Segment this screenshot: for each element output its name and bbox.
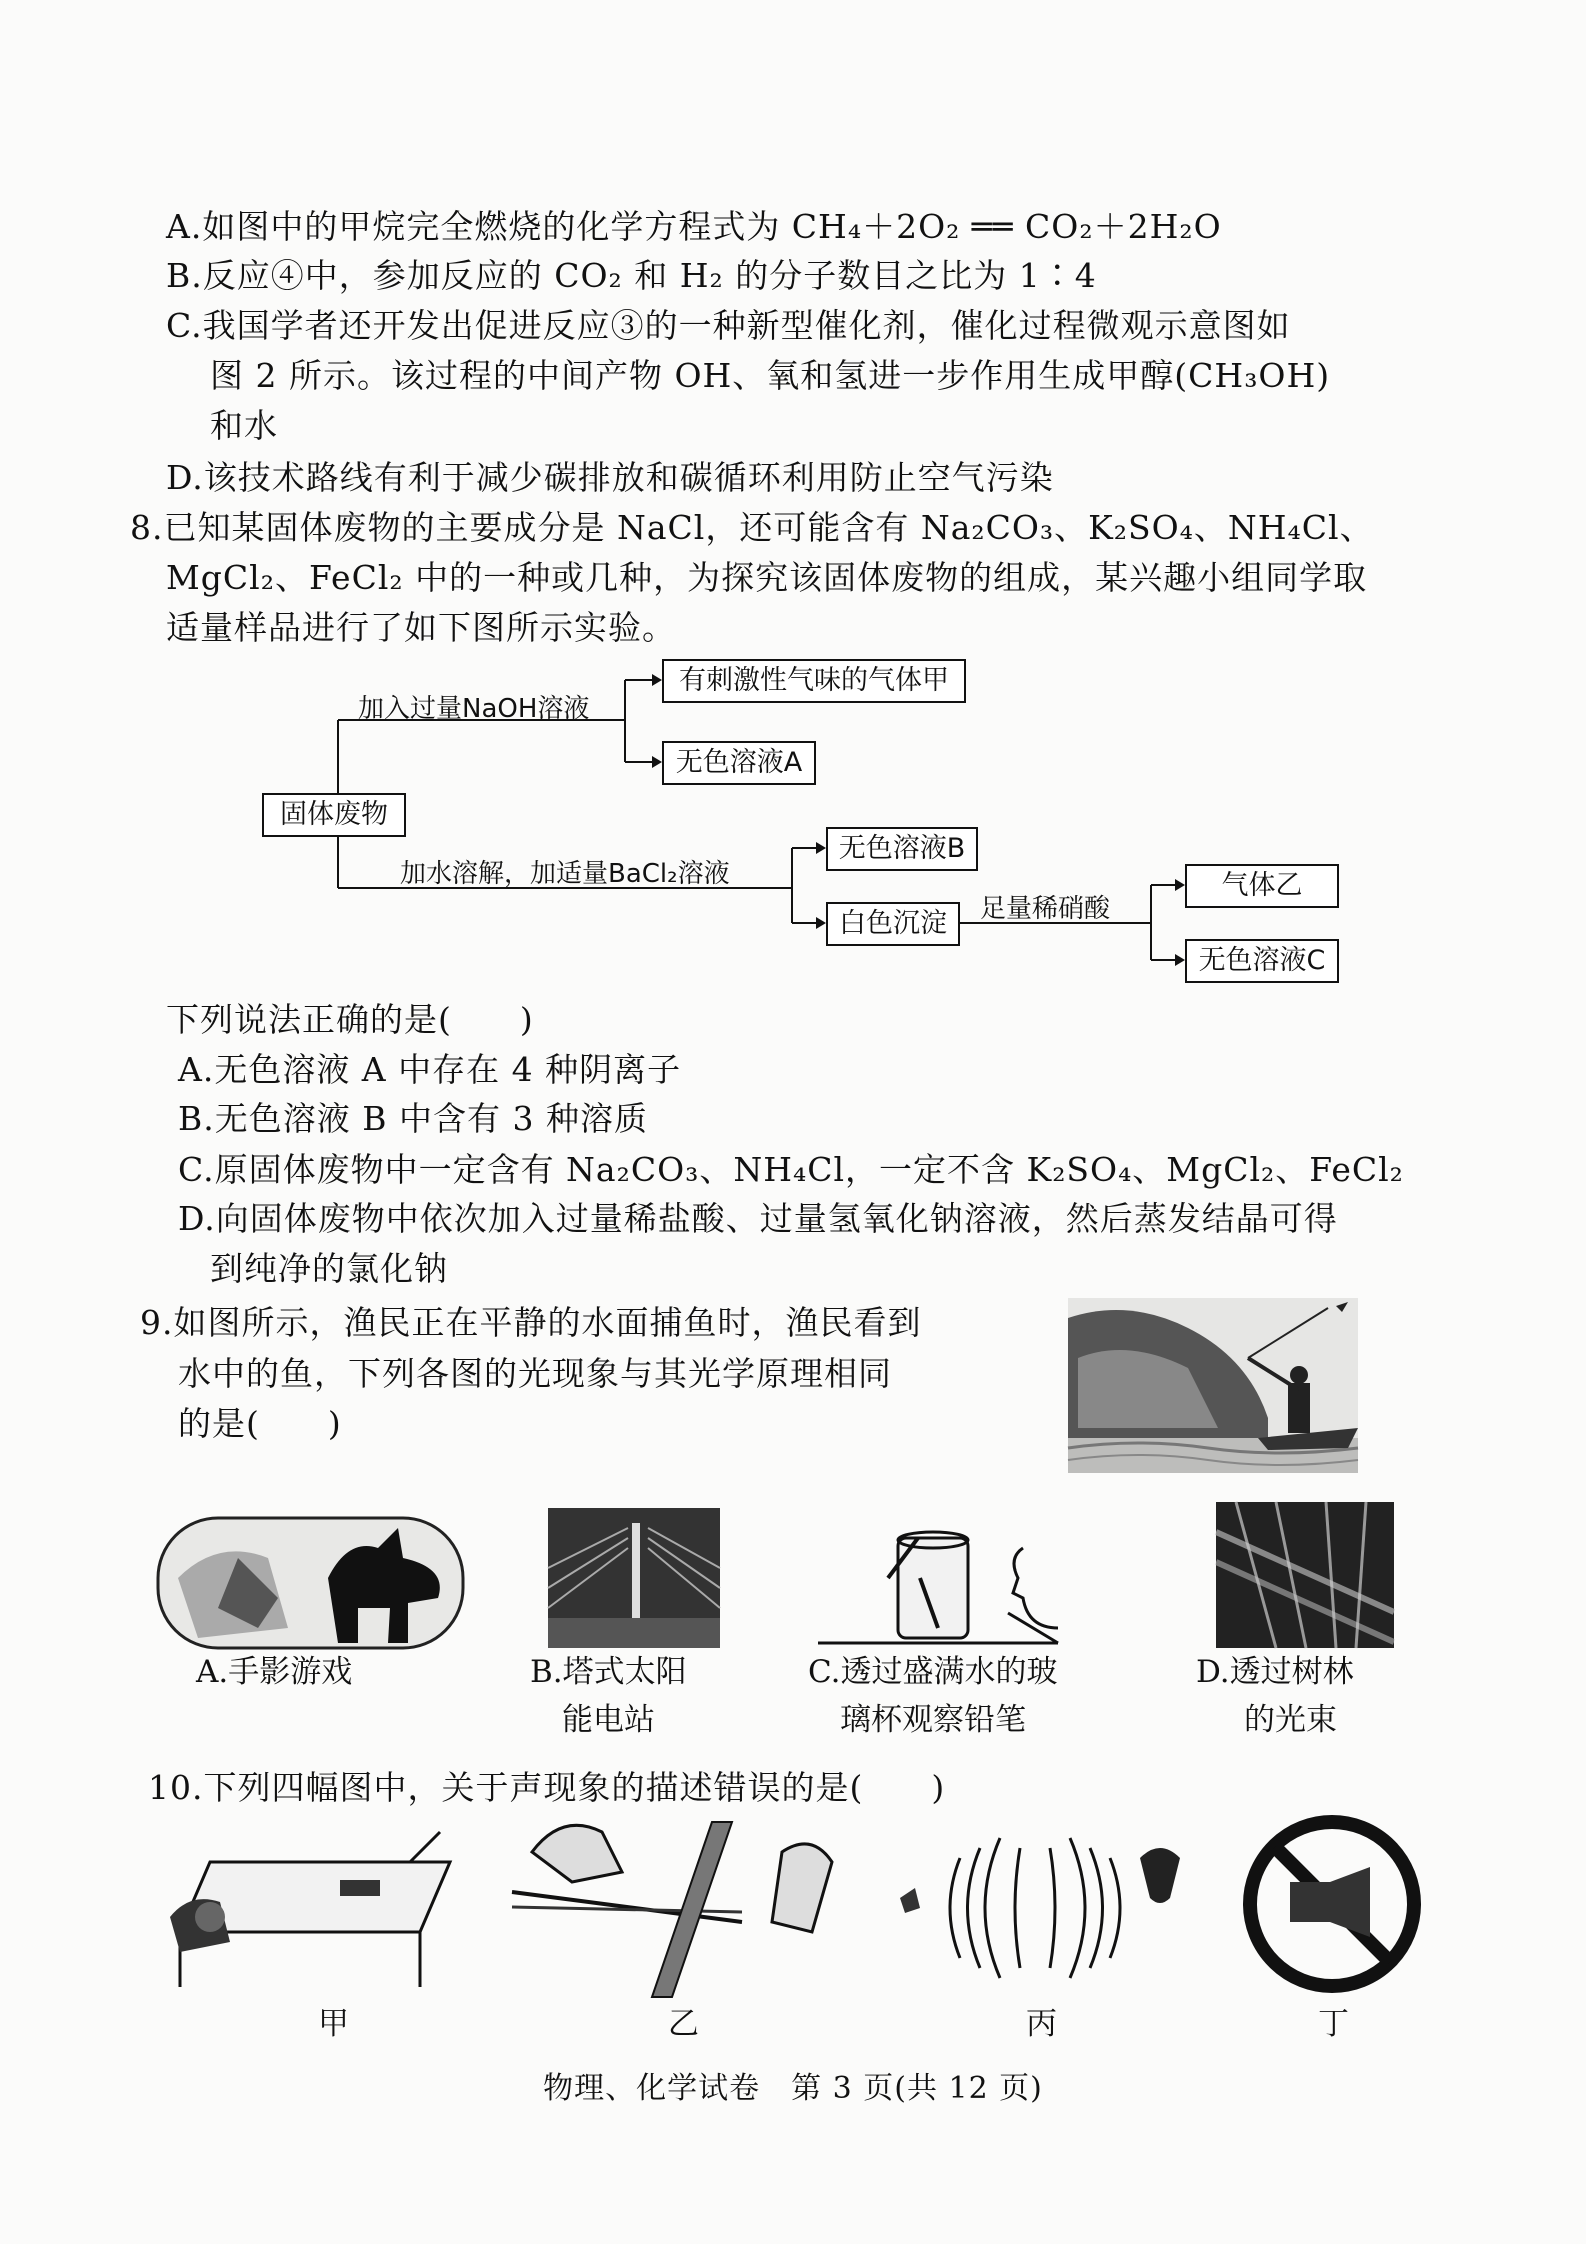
- flow-box-gas-jia: 有刺激性气味的气体甲: [662, 659, 966, 703]
- q8-option-a: A.无色溶液 A 中存在 4 种阴离子: [178, 1050, 682, 1089]
- no-honking-sign-image: [1240, 1812, 1425, 1997]
- q10-label-jia: 甲: [318, 2006, 349, 2042]
- q9-caption-d-line1: D.透过树林: [1196, 1654, 1354, 1690]
- flow-box-solution-a: 无色溶液A: [662, 741, 816, 785]
- q8-stem-line1: 8.已知某固体废物的主要成分是 NaCl，还可能含有 Na₂CO₃、K₂SO₄、NH₄Cl、: [130, 508, 1374, 547]
- q9-caption-c-line1: C.透过盛满水的玻: [808, 1654, 1058, 1690]
- page-footer: 物理、化学试卷 第 3 页(共 12 页): [543, 2071, 1043, 2106]
- q8-stem-line3: 适量样品进行了如下图所示实验。: [166, 608, 676, 647]
- q8-question: 下列说法正确的是( ): [166, 1000, 534, 1039]
- fisherman-image: [1068, 1298, 1358, 1473]
- flow-diagram-lines: [0, 0, 1586, 1000]
- q9-stem-line3: 的是( ): [178, 1404, 342, 1443]
- q9-stem-line2: 水中的鱼，下列各图的光现象与其光学原理相同: [178, 1354, 892, 1393]
- bat-moth-image: [880, 1818, 1190, 1988]
- q8-option-c: C.原固体废物中一定含有 Na₂CO₃、NH₄Cl，一定不含 K₂SO₄、MgCl₂、FeCl₂: [178, 1150, 1404, 1189]
- flow-label-bacl2: 加水溶解，加适量BaCl₂溶液: [400, 859, 730, 889]
- table-ear-image: [170, 1822, 470, 1992]
- q9-caption-a: A.手影游戏: [196, 1654, 353, 1690]
- q8-option-d-line1: D.向固体废物中依次加入过量稀盐酸、过量氢氧化钠溶液，然后蒸发结晶可得: [178, 1199, 1338, 1238]
- q10-stem: 10.下列四幅图中，关于声现象的描述错误的是( ): [148, 1768, 946, 1807]
- flow-box-solution-c: 无色溶液C: [1185, 939, 1339, 983]
- forest-light-image: [1216, 1502, 1394, 1648]
- ruler-image: [512, 1812, 842, 1997]
- q7-option-c-line2: 图 2 所示。该过程的中间产物 OH、氧和氢进一步作用生成甲醇(CH₃OH): [210, 356, 1331, 395]
- solar-tower-image: [548, 1508, 720, 1648]
- flow-label-naoh: 加入过量NaOH溶液: [358, 694, 590, 724]
- q9-stem-line1: 9.如图所示，渔民正在平静的水面捕鱼时，渔民看到: [140, 1303, 922, 1342]
- flow-box-solution-b: 无色溶液B: [826, 827, 978, 871]
- q9-caption-b-line2: 能电站: [562, 1702, 655, 1738]
- glass-pencil-image: [808, 1508, 1060, 1648]
- q10-label-bing: 丙: [1026, 2006, 1057, 2042]
- q10-label-ding: 丁: [1318, 2006, 1349, 2042]
- flow-box-gas-yi: 气体乙: [1185, 864, 1339, 908]
- q7-option-a: A.如图中的甲烷完全燃烧的化学方程式为 CH₄＋2O₂ ══ CO₂＋2H₂O: [166, 207, 1222, 246]
- flow-box-solid-waste: 固体废物: [262, 793, 406, 837]
- q9-caption-d-line2: 的光束: [1244, 1702, 1337, 1738]
- q7-option-d: D.该技术路线有利于减少碳排放和碳循环利用防止空气污染: [166, 458, 1054, 497]
- q8-stem-line2: MgCl₂、FeCl₂ 中的一种或几种，为探究该固体废物的组成，某兴趣小组同学取: [166, 558, 1368, 597]
- q9-caption-b-line1: B.塔式太阳: [530, 1654, 687, 1690]
- flow-label-nitric-acid: 足量稀硝酸: [980, 894, 1111, 924]
- q8-option-d-line2: 到纯净的氯化钠: [210, 1249, 448, 1288]
- flow-box-white-precipitate: 白色沉淀: [826, 902, 960, 946]
- q7-option-c-line1: C.我国学者还开发出促进反应③的一种新型催化剂，催化过程微观示意图如: [166, 306, 1291, 345]
- q10-label-yi: 乙: [668, 2006, 699, 2042]
- q7-option-b: B.反应④中，参加反应的 CO₂ 和 H₂ 的分子数目之比为 1∶4: [166, 256, 1097, 295]
- q7-option-c-line3: 和水: [210, 406, 278, 445]
- q9-caption-c-line2: 璃杯观察铅笔: [840, 1702, 1026, 1738]
- shadow-play-image: [158, 1518, 463, 1648]
- q8-option-b: B.无色溶液 B 中含有 3 种溶质: [178, 1099, 648, 1138]
